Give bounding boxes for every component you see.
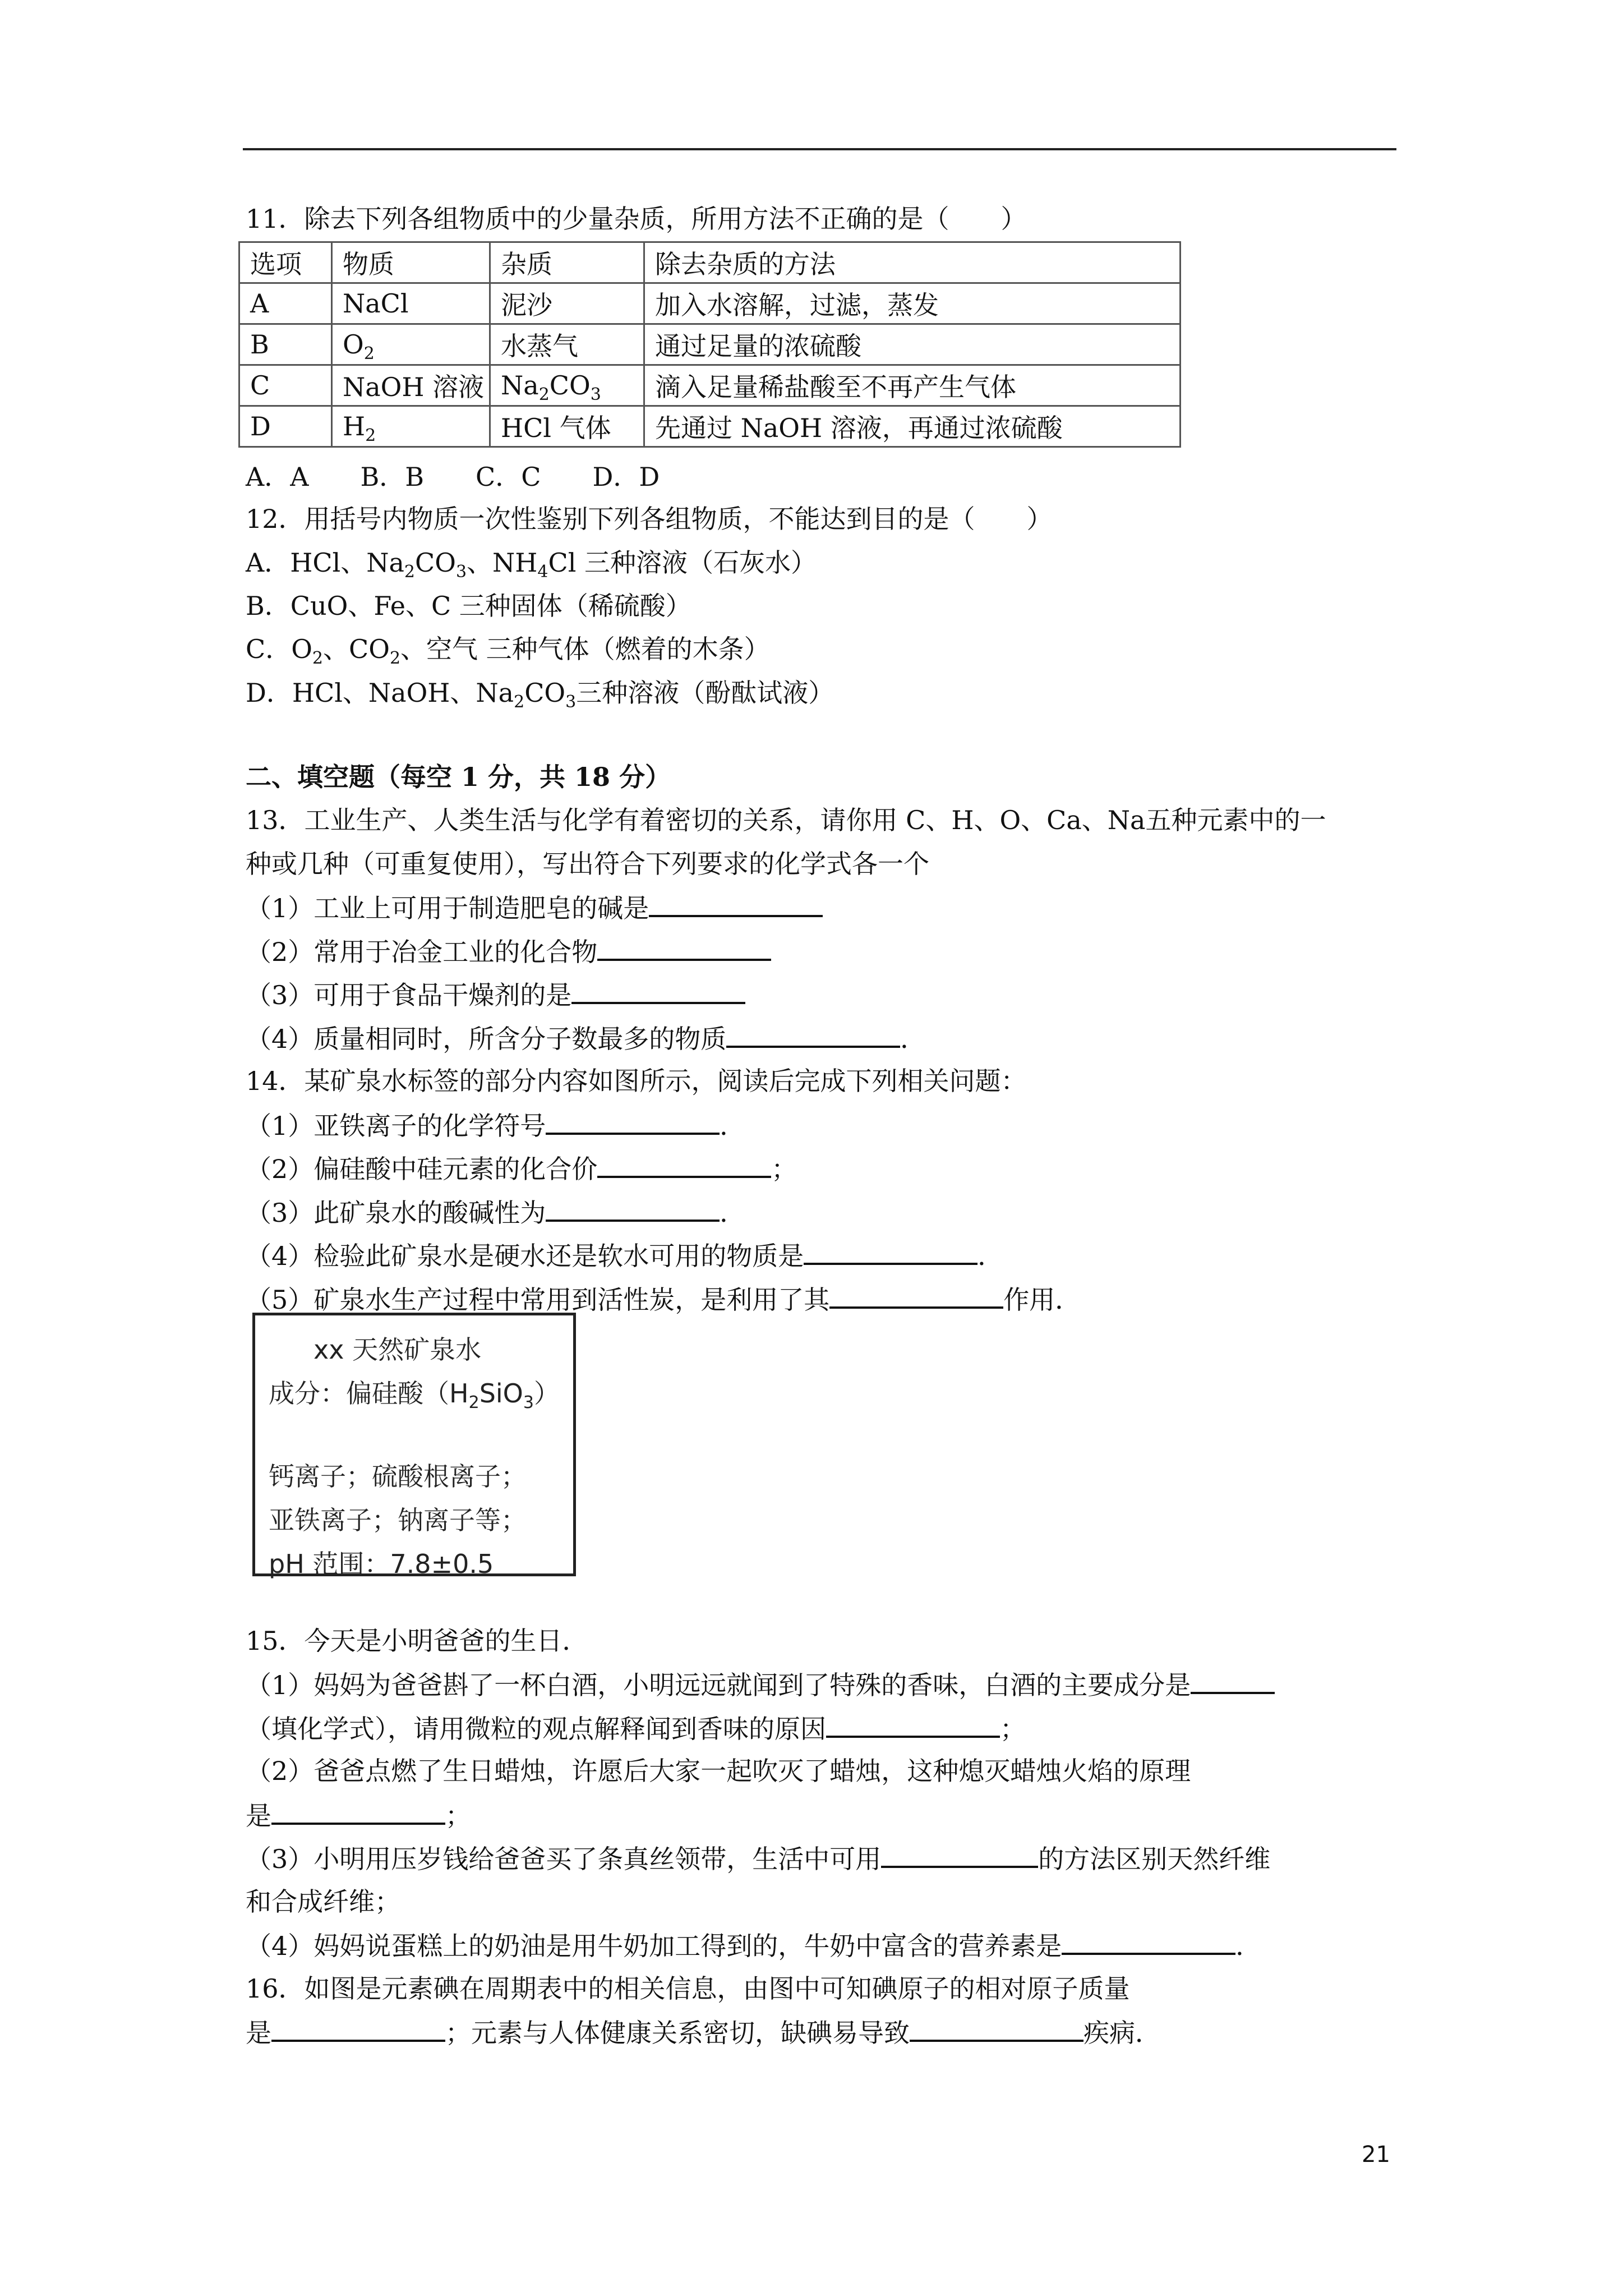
answer-blank[interactable]	[1191, 1667, 1275, 1694]
answer-blank[interactable]	[649, 890, 823, 917]
answer-blank[interactable]	[271, 2015, 445, 2042]
q11-stem: 11．除去下列各组物质中的少量杂质，所用方法不正确的是（ ）	[246, 204, 1027, 234]
label-ph: pH 范围：7.8±0.5	[269, 1549, 494, 1579]
cell-method: 滴入足量稀盐酸至不再产生气体	[644, 365, 1181, 406]
label-ingredient: 成分：偏硅酸$(H_2SiO_3)$	[269, 1378, 560, 1413]
q15-item-2a: （2）爸爸点燃了生日蜡烛，许愿后大家一起吹灭了蜡烛，这种熄灭蜡烛火焰的原理	[246, 1756, 1191, 1786]
q14-item-1: （1）亚铁离子的化学符号 ．	[246, 1108, 745, 1143]
answer-blank[interactable]	[910, 2015, 1083, 2042]
q13-stem-line2: 种或几种（可重复使用），写出符合下列要求的化学式各一个	[246, 849, 929, 879]
section-title: 二、填空题（每空 1 分，共 18 分）	[246, 762, 671, 792]
label-title: xx 天然矿泉水	[313, 1335, 482, 1365]
header-substance: 物质	[332, 242, 490, 283]
cell-substance: NaCl	[332, 283, 490, 324]
cell-substance: $H_2$	[332, 406, 490, 447]
q15-item-3b: 和合成纤维；	[246, 1887, 400, 1917]
q16-stem-line1: 16．如图是元素碘在周期表中的相关信息，由图中可知碘原子的相对原子质量	[246, 1973, 1130, 2004]
q12-option-c: C．$O_2$、$CO_2$、空气 三种气体（燃着的木条）	[246, 634, 770, 669]
q15-item-2b: 是 ；	[246, 1798, 471, 1833]
answer-blank[interactable]	[271, 1798, 445, 1825]
answer-blank[interactable]	[597, 1151, 771, 1178]
header-rule	[243, 148, 1396, 150]
cell-option: B	[239, 324, 332, 365]
answer-blank[interactable]	[829, 1282, 1003, 1309]
answer-blank[interactable]	[881, 1841, 1038, 1868]
table-row	[239, 324, 1181, 365]
answer-blank[interactable]	[597, 934, 771, 961]
cell-option: D	[239, 406, 332, 447]
cell-impurity: 水蒸气	[490, 324, 644, 365]
cell-impurity: $Na_2CO_3$	[490, 365, 644, 406]
answer-blank[interactable]	[804, 1238, 978, 1265]
answer-blank[interactable]	[726, 1021, 900, 1048]
table-row	[239, 283, 1181, 324]
q13-item-3: （3）可用于食品干燥剂的是	[246, 977, 745, 1012]
q15-item-1b: （填化学式），请用微粒的观点解释闻到香味的原因 ；	[246, 1711, 1026, 1746]
q13-item-4: （4）质量相同时，所含分子数最多的物质 ．	[246, 1021, 926, 1056]
answer-blank[interactable]	[571, 977, 745, 1004]
cell-method: 通过足量的浓硫酸	[644, 324, 1181, 365]
q13-stem-line1: 13．工业生产、人类生活与化学有着密切的关系，请你用 C、H、O、Ca、Na五种元素中的一	[246, 805, 1326, 835]
table-row	[239, 365, 1181, 406]
q12-option-a: A．HCl、$Na_2CO_3$、$NH_4Cl$ 三种溶液（石灰水）	[246, 547, 817, 582]
q15-item-3a: （3）小明用压岁钱给爸爸买了条真丝领带，生活中可用 的方法区别天然纤维	[246, 1841, 1270, 1876]
answer-blank[interactable]	[1062, 1928, 1235, 1955]
cell-option: C	[239, 365, 332, 406]
mineral-water-label	[252, 1313, 576, 1579]
q14-item-4: （4）检验此矿泉水是硬水还是软水可用的物质是 ．	[246, 1238, 1003, 1273]
cell-impurity: 泥沙	[490, 283, 644, 324]
table-header-row	[239, 242, 1181, 283]
q11-options-table	[238, 241, 1181, 448]
answer-blank[interactable]	[546, 1195, 720, 1222]
q14-item-3: （3）此矿泉水的酸碱性为 ．	[246, 1195, 745, 1230]
q15-item-4: （4）妈妈说蛋糕上的奶油是用牛奶加工得到的，牛奶中富含的营养素是 ．	[246, 1928, 1261, 1963]
q14-stem: 14．某矿泉水标签的部分内容如图所示，阅读后完成下列相关问题：	[246, 1066, 1027, 1096]
answer-blank[interactable]	[546, 1108, 720, 1135]
q14-item-5: （5）矿泉水生产过程中常用到活性炭，是利用了其 作用．	[246, 1282, 1081, 1317]
cell-substance: NaOH 溶液	[332, 365, 490, 406]
table-row	[239, 406, 1181, 447]
header-method: 除去杂质的方法	[644, 242, 1181, 283]
header-impurity: 杂质	[490, 242, 644, 283]
q13-item-1: （1）工业上可用于制造肥皂的碱是	[246, 890, 823, 925]
q15-stem: 15．今天是小明爸爸的生日．	[246, 1626, 588, 1656]
q16-stem-line2: 是 ；元素与人体健康关系密切，缺碘易导致 疾病．	[246, 2015, 1161, 2050]
answer-blank[interactable]	[826, 1711, 1000, 1738]
cell-impurity: HCl 气体	[490, 406, 644, 447]
label-ions-line2: 亚铁离子；钠离子等；	[269, 1505, 527, 1535]
page-number: 21	[1362, 2142, 1390, 2168]
cell-substance: $O_2$	[332, 324, 490, 365]
q12-option-b: B．CuO、Fe、C 三种固体（稀硫酸）	[246, 591, 691, 621]
label-ions-line1: 钙离子；硫酸根离子；	[269, 1461, 527, 1492]
header-option: 选项	[239, 242, 332, 283]
q15-item-1a: （1）妈妈为爸爸斟了一杯白酒，小明远远就闻到了特殊的香味，白酒的主要成分是	[246, 1667, 1275, 1702]
q11-choices: A．A B．B C．C D．D	[246, 462, 660, 492]
q12-option-d: D．HCl、NaOH、$Na_2CO_3$三种溶液（酚酞试液）	[246, 678, 834, 712]
q12-stem: 12．用括号内物质一次性鉴别下列各组物质，不能达到目的是（ ）	[246, 504, 1053, 534]
q14-item-2: （2）偏硅酸中硅元素的化合价 ；	[246, 1151, 797, 1186]
cell-option: A	[239, 283, 332, 324]
q13-item-2: （2）常用于冶金工业的化合物	[246, 934, 771, 969]
cell-method: 先通过 NaOH 溶液，再通过浓硫酸	[644, 406, 1181, 447]
cell-method: 加入水溶解，过滤，蒸发	[644, 283, 1181, 324]
